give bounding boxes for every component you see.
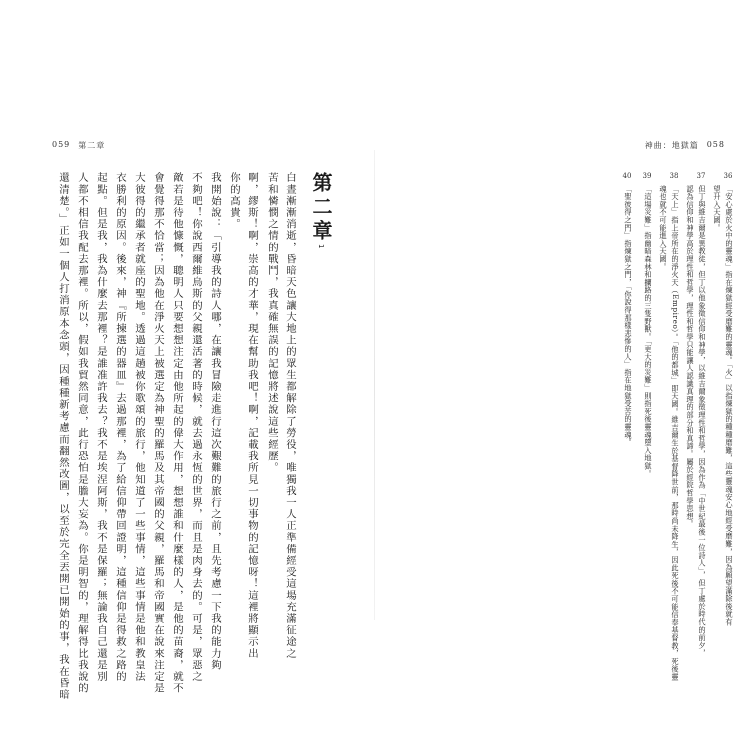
body-column: 敵若是待他慷慨，聰明人只要想想注定由他所起的偉大作用，想想誰和什麼樣的人，是他的苗裔，就不 — [171, 172, 183, 694]
body-column: 啊，繆斯！啊，崇高的才華，現在幫助我吧！啊，記載我所見一切事物的記憶呀！這裡將顯示出 — [246, 172, 258, 660]
note-number: 38 — [669, 172, 679, 180]
chapter-title — [307, 172, 336, 248]
left-chapter-label: 第二章 — [78, 141, 106, 150]
footnote-column: 「聖彼得之門」指煉獄之門，「你說得那樣悲慘的人」指在地獄受苦的靈魂。 — [624, 185, 633, 447]
footnote-column: 魂也就不可能進入天國。 — [659, 185, 668, 271]
note-number: 37 — [696, 172, 706, 180]
body-column: 會覺得那不恰當；因為他在淨火天上被選定為神聖的羅馬及其帝國的父親，羅馬和帝國實在說來注定是 — [152, 172, 164, 694]
body-column: 衣勝利的原因。後來，神『所揀選的器皿』去過那裡，為了給信仰帶回證明，這種信仰是得救之路的 — [114, 172, 126, 683]
note-number: 40 — [622, 172, 632, 180]
body-column: 苦和憐憫之情的戰鬥，我真確無誤的記憶將述說這些經歷。 — [266, 172, 278, 474]
body-column: 白晝漸漸消逝，昏暗天色讓大地上的眾生都解除了勞役，唯獨我一人正準備經受這場充滿征途之 — [284, 172, 296, 660]
left-page-number: 059 — [52, 140, 71, 149]
body-column: 大彼得的繼承者就座的聖地。透過這趟被你歌頌的旅行，他知道了一些事情，這些事情是他和教皇法 — [133, 172, 145, 683]
left-running-header — [52, 140, 105, 151]
footnote-column: 但丁與維吉爾是異教徒，但丁以他象徵信仰和神學，以維吉爾象徵理性和哲學，因為作為「中世紀最後一位詩人」，但丁處於時代的前夕， — [698, 185, 707, 658]
body-column: 你的高貴。 — [228, 172, 240, 230]
note-number: 36 — [723, 172, 733, 180]
footnote-column: 「天上」指上帝所在的淨火天（Empireo）。「他的都城」即天國。維吉爾生於基督降世前，那時尚未降生，因此死後不可能信奉基督教，死後靈 — [671, 185, 680, 681]
chapter-note-mark: 1 — [317, 244, 325, 249]
right-page — [375, 0, 750, 750]
footnote-column: 「安心處於火中的靈魂」指在煉獄經受磨難的靈魂。「火」以指煉獄的種種磨難，這些靈魂安心地經受磨難，因為願望滿除後就有 — [725, 185, 734, 626]
right-book-title: 神曲：地獄篇 — [644, 141, 699, 150]
footnote-column: 「這場災難」指幽暗森林和攔路的三隻野獸。「更大的災難」則指死後靈魂墮入地獄。 — [644, 185, 653, 478]
chapter-title-text: 第二章 — [309, 172, 333, 244]
right-page-number: 058 — [706, 140, 725, 149]
body-column: 我開始說：「引導我的詩人哪，在讓我冒險走進行這次艱難的旅行之前，且先考慮一下我的能力夠 — [209, 172, 221, 671]
right-running-header — [645, 140, 725, 151]
body-column: 不夠吧！你說西爾維烏斯的父親還活著的時候，就去過永恆的世界，而且是肉身去的。可是，眾惡之 — [190, 172, 202, 683]
footnote-column: 認為信仰和神學高於理性和哲學，理性和哲學只能讓人認識真理的部分和真諦。屬於經院哲學思想。 — [686, 185, 695, 529]
body-column: 起點。但是我，我為什麼去那裡？是誰准許我去？我不是埃涅阿斯，我不是保羅；無論我自己還是別 — [95, 172, 107, 683]
body-column: 還清楚。」正如一個人打消原本念頭，因種種新考慮而翻然改圖，以至於完全丟開已開始的事，我在昏暗 — [57, 172, 69, 701]
note-number: 39 — [642, 172, 652, 180]
body-column: 人都不相信我配去那裡。所以，假如我貿然同意，此行恐怕是膽大妄為。你是明智的，理解得比我說的 — [76, 172, 88, 694]
footnote-column: 望升入天國。 — [713, 185, 722, 232]
